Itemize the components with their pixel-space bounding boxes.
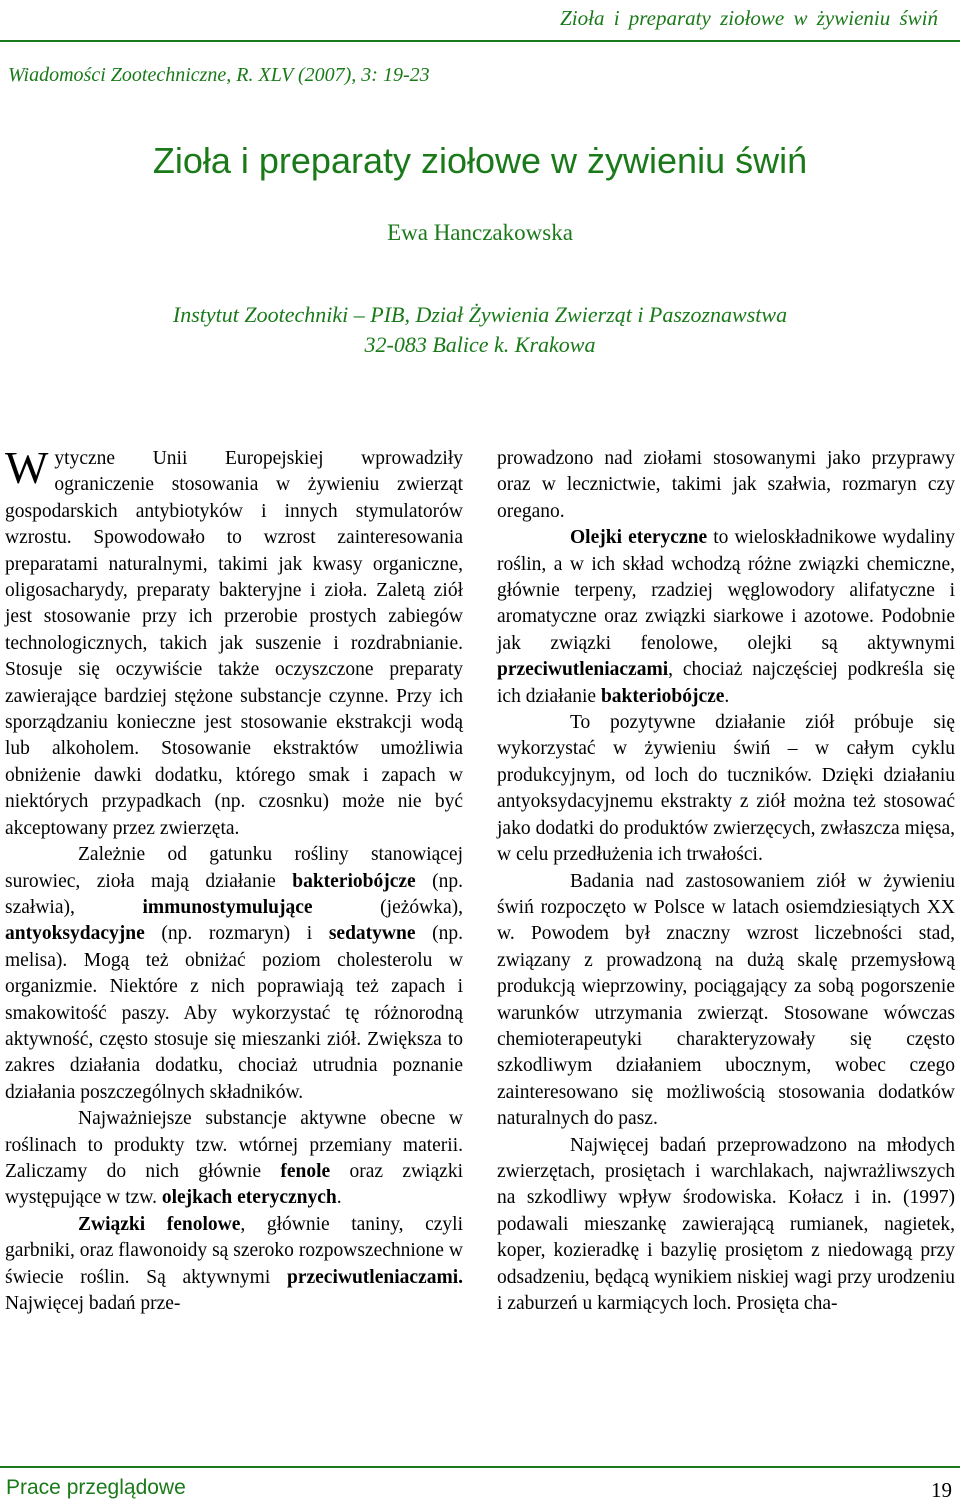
text-run: Najważniejsze substancje aktywne obecne w roślinach to produkty tzw. wtórnej przemiany materii. Zaliczamy do nich głównie (5, 1108, 463, 1182)
article-title: Zioła i preparaty ziołowe w żywieniu świń (152, 140, 808, 181)
text-run: Zależnie od gatunku rośliny stanowiącej surowiec, zioła mają działanie (5, 844, 463, 892)
term-sedatywne: sedatywne (328, 923, 416, 945)
text-run: oraz związki występujące w tzw. (5, 1160, 464, 1209)
drop-cap: W (5, 442, 49, 493)
left-column (5, 442, 464, 1317)
text-run: . (724, 685, 730, 707)
paragraph-young-animals: Najwięcej badań przeprowadzono na młodych zwierzętach, prosiętach i warchlakach, najwrażliwszych na szkodliwy wpływ środowiska. Kołacz i in. (1997) podawali mieszankę zawierającą rumianek, nagietek, koper, kozieradkę i bazylię prosiętom z niedowagą przy odsadzeniu, będącą wynikiem niskiej wagi przy urodzeniu i zaburzeń u karmiących loch. Prosięta cha- (497, 1134, 955, 1314)
text-run: (np. melisa). Mogą też obniżać poziom cholesterolu w organizmie. Niektóre z nich poprawiają też zapach i smakowitość paszy. Aby wykorzystać tę różnorodną aktywność, często stosuje się mieszanki ziół. Zwiększa to zakres działania dodatku, chociaż utrudnia poznanie działania poszczególnych składników. (5, 923, 464, 1103)
right-column (497, 446, 955, 1317)
text-run: Najwięcej badań prze- (5, 1293, 181, 1314)
term-antyoksydacyjne: antyoksydacyjne (5, 923, 145, 945)
paragraph-research-history: Badania nad zastosowaniem ziół w żywieniu świń rozpoczęto w Polsce w latach osiemdziesiątych XX w. Powodem był znaczny wzrost liczebności stad, związany z prowadzoną na dużą skalę przemysłową produkcją wieprzowiny, pociągający za sobą pogorszenie warunków utrzymania zwierząt. Stosowane wówczas chemioterapeutyki charakteryzowały się często szkodliwym działaniem ubocznym, wobec czego zainteresowano się możliwością stosowania dodatków naturalnych do pasz. (497, 870, 955, 1130)
term-immunostymulujace: immunostymulujące (142, 896, 313, 918)
text-run: , głównie taniny, czyli garbniki, oraz flawonoidy są szeroko rozpowszechnione w świecie roślin. Są aktywnymi (5, 1213, 463, 1288)
affiliation-line-1: Instytut Zootechniki – PIB, Dział Żywienia Zwierząt i Paszoznawstwa (172, 302, 788, 327)
text-run: (np. szałwia), (5, 870, 463, 918)
paragraph-positive-action: To pozytywne działanie ziół próbuje się wykorzystać w żywieniu świń – w całym cyklu produkcyjnym, od loch do tuczników. Dzięki działaniu antyoksydacyjnemu ekstrakty z ziół można też stosować jako dodatki do produktów zwierzęcych, zwłaszcza mięsa, w celu przedłużenia ich trwałości. (497, 712, 955, 866)
paragraph-phenolic-compounds (5, 1212, 463, 1318)
term-przeciwutleniaczami: przeciwutleniaczami. (287, 1266, 463, 1288)
term-bakteriobojcze: bakteriobójcze (292, 870, 416, 892)
text-run: (np. rozmaryn) i (144, 923, 329, 945)
page-number: 19 (931, 1478, 952, 1502)
running-head: Zioła i preparaty ziołowe w żywieniu świń (560, 6, 938, 30)
term-fenole: fenole (280, 1160, 331, 1182)
article-author: Ewa Hanczakowska (387, 220, 573, 245)
paragraph-essential-oils (497, 525, 955, 710)
paragraph-continued: prowadzono nad ziołami stosowanymi jako przyprawy oraz w lecznictwie, takimi jak szałwia, rozmaryn czy oregano. (497, 448, 955, 522)
section-label: Prace przeglądowe (6, 1476, 186, 1499)
header-rule (0, 40, 960, 42)
journal-reference: Wiadomości Zootechniczne, R. XLV (2007), 3: 19-23 (8, 64, 430, 86)
paragraph-intro (5, 442, 463, 842)
term-olejkach-eterycznych: olejkach eterycznych (161, 1187, 337, 1209)
text-run: . (336, 1187, 342, 1209)
paragraph-active-substances (5, 1106, 463, 1212)
paragraph-herb-actions (5, 842, 463, 1106)
text-run: (jeżówka), (312, 896, 464, 918)
text-run: , chociaż najczęściej podkreśla się ich działanie (497, 659, 955, 707)
paragraph-text: ytyczne Unii Europejskiej wprowadziły ograniczenie stosowania w żywieniu zwierząt gospodarskich antybiotyków i innych stymulatorów wzrostu. Spowodowało to wzrost zainteresowania preparatami naturalnymi, takimi jak kwasy organiczne, oligosacharydy, preparaty bakteryjne i zioła. Zaletą ziół jest stosowanie przy ich przerobie prostych zabiegów technologicznych, takich jak suszenie i rozdrabnianie. Stosuje się oczywiście także oczyszczone preparaty zawierające bardziej stężone substancje czynne. Przy ich sporządzaniu konieczne jest stosowanie ekstrakcji wodą lub alkoholem. Stosowanie ekstraktów umożliwia obniżenie dawki dodatku, którego smak i zapach w niektórych przypadkach (np. czosnku) może nie być akceptowany przez zwierzęta. (5, 448, 463, 839)
term-bakteriobojcze: bakteriobójcze (600, 685, 725, 707)
text-run: to wieloskładnikowe wydaliny roślin, a w ich skład wchodzą różne związki chemiczne, głównie terpeny, rzadziej węglowodory alifatyczne i aromatyczne oraz związki siarkowe i azotowe. Podobnie jak związki fenolowe, olejki są aktywnymi (497, 527, 955, 654)
affiliation-line-2: 32-083 Balice k. Krakowa (364, 332, 596, 357)
term-zwiazki-fenolowe: Związki fenolowe (78, 1213, 241, 1235)
term-olejki-eteryczne: Olejki eteryczne (570, 527, 708, 549)
footer-rule (0, 1466, 960, 1468)
term-przeciwutleniaczami: przeciwutleniaczami (497, 659, 669, 681)
